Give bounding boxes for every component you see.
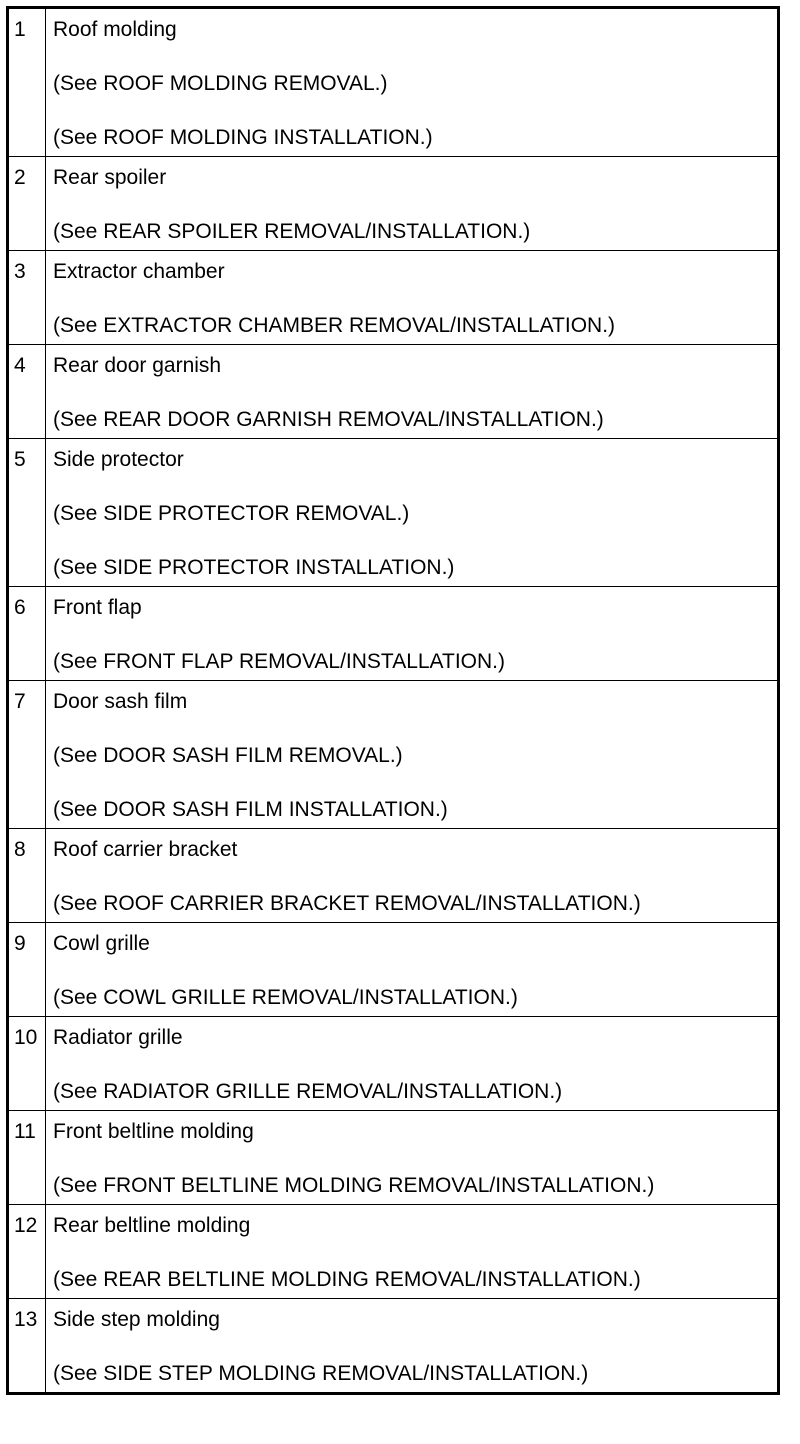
table-row (8, 1299, 779, 1394)
item-number: 11 (8, 1111, 46, 1205)
procedure-reference: (See ROOF MOLDING INSTALLATION.) (53, 126, 433, 149)
procedure-reference: (See REAR SPOILER REMOVAL/INSTALLATION.) (53, 220, 531, 243)
part-name: Front flap (53, 596, 142, 619)
part-name: Cowl grille (53, 932, 150, 955)
part-name: Side step molding (53, 1308, 220, 1331)
table-row (8, 251, 779, 345)
part-name: Door sash film (53, 690, 188, 713)
procedure-reference: (See COWL GRILLE REMOVAL/INSTALLATION.) (53, 986, 518, 1009)
table-row (8, 923, 779, 1017)
procedure-reference: (See DOOR SASH FILM REMOVAL.) (53, 744, 403, 767)
parts-table (6, 6, 780, 1395)
table-row (8, 1205, 779, 1299)
table-row (8, 1017, 779, 1111)
part-name: Extractor chamber (53, 260, 225, 283)
procedure-reference: (See FRONT BELTLINE MOLDING REMOVAL/INSTALLATION.) (53, 1174, 655, 1197)
part-name: Radiator grille (53, 1026, 183, 1049)
procedure-reference: (See ROOF CARRIER BRACKET REMOVAL/INSTALLATION.) (53, 892, 641, 915)
procedure-reference: (See EXTRACTOR CHAMBER REMOVAL/INSTALLATION.) (53, 314, 616, 337)
procedure-reference: (See ROOF MOLDING REMOVAL.) (53, 72, 388, 95)
procedure-reference: (See REAR DOOR GARNISH REMOVAL/INSTALLATION.) (53, 408, 604, 431)
table-row (8, 8, 779, 157)
table-row (8, 345, 779, 439)
procedure-reference: (See SIDE PROTECTOR INSTALLATION.) (53, 556, 455, 579)
table-row (8, 681, 779, 829)
table-row (8, 587, 779, 681)
item-number: 9 (8, 923, 46, 1017)
procedure-reference: (See RADIATOR GRILLE REMOVAL/INSTALLATION.) (53, 1080, 563, 1103)
part-name: Rear beltline molding (53, 1214, 251, 1237)
item-description (46, 923, 779, 1017)
item-number: 6 (8, 587, 46, 681)
item-number: 4 (8, 345, 46, 439)
table-row (8, 829, 779, 923)
item-description (46, 1017, 779, 1111)
part-name: Front beltline molding (53, 1120, 254, 1143)
item-number: 8 (8, 829, 46, 923)
part-name: Rear door garnish (53, 354, 222, 377)
item-description (46, 8, 779, 157)
item-number: 13 (8, 1299, 46, 1394)
item-number: 12 (8, 1205, 46, 1299)
item-description (46, 157, 779, 251)
item-number: 7 (8, 681, 46, 829)
table-row (8, 1111, 779, 1205)
item-number: 10 (8, 1017, 46, 1111)
item-number: 1 (8, 8, 46, 157)
item-description (46, 251, 779, 345)
part-name: Roof carrier bracket (53, 838, 238, 861)
item-description (46, 829, 779, 923)
item-description (46, 587, 779, 681)
part-name: Side protector (53, 448, 184, 471)
item-number: 2 (8, 157, 46, 251)
item-number: 5 (8, 439, 46, 587)
procedure-reference: (See SIDE PROTECTOR REMOVAL.) (53, 502, 410, 525)
item-description (46, 439, 779, 587)
item-description (46, 345, 779, 439)
part-name: Roof molding (53, 18, 177, 41)
procedure-reference: (See REAR BELTLINE MOLDING REMOVAL/INSTALLATION.) (53, 1268, 641, 1291)
item-description (46, 1205, 779, 1299)
table-row (8, 157, 779, 251)
table-row (8, 439, 779, 587)
procedure-reference: (See SIDE STEP MOLDING REMOVAL/INSTALLATION.) (53, 1362, 589, 1385)
item-number: 3 (8, 251, 46, 345)
part-name: Rear spoiler (53, 166, 167, 189)
item-description (46, 1299, 779, 1394)
item-description (46, 1111, 779, 1205)
procedure-reference: (See FRONT FLAP REMOVAL/INSTALLATION.) (53, 650, 505, 673)
parts-table-body (8, 8, 779, 1394)
item-description (46, 681, 779, 829)
procedure-reference: (See DOOR SASH FILM INSTALLATION.) (53, 798, 448, 821)
